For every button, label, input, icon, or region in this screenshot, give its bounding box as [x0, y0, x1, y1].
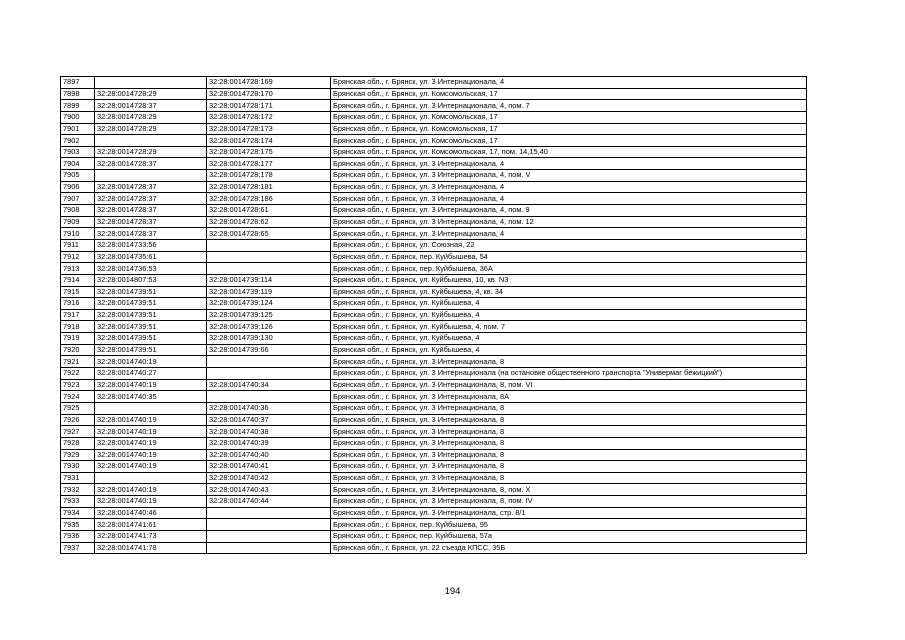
- table-row: [61, 100, 807, 112]
- address-cell: Брянская обл., г. Брянск, ул. 3 Интернационала, 8: [331, 437, 807, 449]
- row-number-cell: 7925: [61, 402, 95, 414]
- parent-cadastral-number-cell: 32:28:0014728:37: [95, 193, 207, 205]
- table-row: [61, 368, 807, 380]
- row-number-cell: 7905: [61, 170, 95, 182]
- parent-cadastral-number-cell: 32:28:0014739:51: [95, 309, 207, 321]
- cadastral-number-cell: 32:28:0014728:169: [207, 77, 331, 89]
- cadastral-number-cell: 32:28:0014740:44: [207, 496, 331, 508]
- cadastral-number-cell: 32:28:0014728:61: [207, 205, 331, 217]
- cadastral-number-cell: 32:28:0014739:66: [207, 344, 331, 356]
- parent-cadastral-number-cell: 32:28:0014739:51: [95, 286, 207, 298]
- address-cell: Брянская обл., г. Брянск, ул. 3 Интернационала, стр. 8/1: [331, 507, 807, 519]
- row-number-cell: 7921: [61, 356, 95, 368]
- parent-cadastral-number-cell: 32:28:0014740:19: [95, 461, 207, 473]
- table-row: [61, 181, 807, 193]
- table-row: [61, 146, 807, 158]
- cadastral-number-cell: [207, 239, 331, 251]
- table-row: [61, 472, 807, 484]
- row-number-cell: 7902: [61, 135, 95, 147]
- table-row: [61, 263, 807, 275]
- row-number-cell: 7932: [61, 484, 95, 496]
- table-row: [61, 193, 807, 205]
- address-cell: Брянская обл., г. Брянск, ул. 3 Интернационала, 8: [331, 402, 807, 414]
- cadastral-number-cell: 32:28:0014740:38: [207, 426, 331, 438]
- address-cell: Брянская обл., г. Брянск, ул. Комсомольская, 17: [331, 123, 807, 135]
- address-cell: Брянская обл., г. Брянск, ул. 3 Интернационала, 4: [331, 181, 807, 193]
- address-cell: Брянская обл., г. Брянск, ул. 3 Интернационала, 4: [331, 193, 807, 205]
- parent-cadastral-number-cell: 32:28:0014736:53: [95, 263, 207, 275]
- address-cell: Брянская обл., г. Брянск, ул. Куйбышева, 4, пом. 7: [331, 321, 807, 333]
- cadastral-number-cell: 32:28:0014739:114: [207, 274, 331, 286]
- cadastral-number-cell: 32:28:0014740:37: [207, 414, 331, 426]
- cadastral-number-cell: 32:28:0014728:174: [207, 135, 331, 147]
- cadastral-number-cell: 32:28:0014728:175: [207, 146, 331, 158]
- address-cell: Брянская обл., г. Брянск, ул. Куйбышева, 10, кв. N3: [331, 274, 807, 286]
- address-cell: Брянская обл., г. Брянск, ул. 3 Интернационала, 4: [331, 228, 807, 240]
- parent-cadastral-number-cell: 32:28:0014740:46: [95, 507, 207, 519]
- address-cell: Брянская обл., г. Брянск, ул. 3 Интернационала, 4, пом. 7: [331, 100, 807, 112]
- parent-cadastral-number-cell: [95, 472, 207, 484]
- table-row: [61, 519, 807, 531]
- address-cell: Брянская обл., г. Брянск, ул. Куйбышева, 4: [331, 298, 807, 310]
- row-number-cell: 7923: [61, 379, 95, 391]
- address-cell: Брянская обл., г. Брянск, ул. 3 Интернационала, 4, пом. 12: [331, 216, 807, 228]
- parent-cadastral-number-cell: 32:28:0014740:19: [95, 484, 207, 496]
- row-number-cell: 7920: [61, 344, 95, 356]
- row-number-cell: 7919: [61, 333, 95, 345]
- row-number-cell: 7929: [61, 449, 95, 461]
- parent-cadastral-number-cell: 32:28:0014740:27: [95, 368, 207, 380]
- address-cell: Брянская обл., г. Брянск, ул. 3 Интернационала, 4: [331, 158, 807, 170]
- parent-cadastral-number-cell: 32:28:0014740:19: [95, 449, 207, 461]
- table-row: [61, 496, 807, 508]
- table-row: [61, 135, 807, 147]
- row-number-cell: 7922: [61, 368, 95, 380]
- parent-cadastral-number-cell: 32:28:0014740:19: [95, 426, 207, 438]
- parent-cadastral-number-cell: 32:28:0014728:37: [95, 181, 207, 193]
- cadastral-number-cell: 32:28:0014740:34: [207, 379, 331, 391]
- table-row: [61, 123, 807, 135]
- table-row: [61, 111, 807, 123]
- address-cell: Брянская обл., г. Брянск, пер. Куйбышева, 95: [331, 519, 807, 531]
- cadastral-number-cell: 32:28:0014740:36: [207, 402, 331, 414]
- cadastral-number-cell: 32:28:0014740:41: [207, 461, 331, 473]
- cadastral-number-cell: 32:28:0014739:126: [207, 321, 331, 333]
- row-number-cell: 7934: [61, 507, 95, 519]
- cadastral-number-cell: 32:28:0014728:170: [207, 88, 331, 100]
- row-number-cell: 7912: [61, 251, 95, 263]
- cadastral-number-cell: [207, 251, 331, 263]
- cadastral-number-cell: 32:28:0014728:178: [207, 170, 331, 182]
- address-cell: Брянская обл., г. Брянск, пер. Куйбышева, 54: [331, 251, 807, 263]
- row-number-cell: 7906: [61, 181, 95, 193]
- table-row: [61, 484, 807, 496]
- parent-cadastral-number-cell: 32:28:0014740:35: [95, 391, 207, 403]
- address-cell: Брянская обл., г. Брянск, ул. Куйбышева, 4: [331, 333, 807, 345]
- address-cell: Брянская обл., г. Брянск, ул. Куйбышева, 4: [331, 309, 807, 321]
- address-cell: Брянская обл., г. Брянск, ул. 22 съезда КПСС, 35Б: [331, 542, 807, 554]
- row-number-cell: 7933: [61, 496, 95, 508]
- cadastral-number-cell: [207, 391, 331, 403]
- address-cell: Брянская обл., г. Брянск, ул. 3 Интернационала, 8: [331, 472, 807, 484]
- parent-cadastral-number-cell: [95, 402, 207, 414]
- row-number-cell: 7916: [61, 298, 95, 310]
- row-number-cell: 7904: [61, 158, 95, 170]
- address-cell: Брянская обл., г. Брянск, ул. 3 Интернационала, 4: [331, 77, 807, 89]
- row-number-cell: 7900: [61, 111, 95, 123]
- cadastral-number-cell: 32:28:0014728:172: [207, 111, 331, 123]
- cadastral-number-cell: 32:28:0014728:186: [207, 193, 331, 205]
- table-row: [61, 170, 807, 182]
- cadastral-number-cell: 32:28:0014728:62: [207, 216, 331, 228]
- row-number-cell: 7903: [61, 146, 95, 158]
- address-cell: Брянская обл., г. Брянск, ул. 3 Интернационала, 8, пом. X: [331, 484, 807, 496]
- row-number-cell: 7909: [61, 216, 95, 228]
- table-row: [61, 356, 807, 368]
- cadastral-number-cell: 32:28:0014728:177: [207, 158, 331, 170]
- row-number-cell: 7914: [61, 274, 95, 286]
- table-row: [61, 298, 807, 310]
- table-row: [61, 449, 807, 461]
- parent-cadastral-number-cell: 32:28:0014740:19: [95, 379, 207, 391]
- row-number-cell: 7898: [61, 88, 95, 100]
- cadastral-number-cell: 32:28:0014740:39: [207, 437, 331, 449]
- address-cell: Брянская обл., г. Брянск, ул. Куйбышева, 4, кв. 34: [331, 286, 807, 298]
- row-number-cell: 7907: [61, 193, 95, 205]
- parent-cadastral-number-cell: 32:28:0014728:29: [95, 88, 207, 100]
- parent-cadastral-number-cell: 32:28:0014807:53: [95, 274, 207, 286]
- row-number-cell: 7915: [61, 286, 95, 298]
- address-cell: Брянская обл., г. Брянск, ул. Комсомольская, 17: [331, 135, 807, 147]
- address-cell: Брянская обл., г. Брянск, ул. 3 Интернационала, 8, пом. VI: [331, 379, 807, 391]
- cadastral-number-cell: 32:28:0014740:42: [207, 472, 331, 484]
- row-number-cell: 7926: [61, 414, 95, 426]
- row-number-cell: 7910: [61, 228, 95, 240]
- cadastral-number-cell: [207, 356, 331, 368]
- parent-cadastral-number-cell: 32:28:0014740:19: [95, 356, 207, 368]
- parent-cadastral-number-cell: 32:28:0014728:29: [95, 146, 207, 158]
- parent-cadastral-number-cell: 32:28:0014728:37: [95, 216, 207, 228]
- document-page: [60, 76, 806, 554]
- table-row: [61, 414, 807, 426]
- cadastral-number-cell: [207, 507, 331, 519]
- cadastral-number-cell: 32:28:0014739:130: [207, 333, 331, 345]
- row-number-cell: 7901: [61, 123, 95, 135]
- row-number-cell: 7936: [61, 530, 95, 542]
- address-cell: Брянская обл., г. Брянск, ул. 3 Интернационала, 4, пом. 9: [331, 205, 807, 217]
- table-row: [61, 88, 807, 100]
- parent-cadastral-number-cell: 32:28:0014728:29: [95, 123, 207, 135]
- parent-cadastral-number-cell: 32:28:0014728:29: [95, 111, 207, 123]
- row-number-cell: 7913: [61, 263, 95, 275]
- parent-cadastral-number-cell: 32:28:0014740:19: [95, 496, 207, 508]
- parent-cadastral-number-cell: [95, 170, 207, 182]
- address-cell: Брянская обл., г. Брянск, пер. Куйбышева, 36А: [331, 263, 807, 275]
- row-number-cell: 7935: [61, 519, 95, 531]
- address-cell: Брянская обл., г. Брянск, ул. 3 Интернационала, 8: [331, 426, 807, 438]
- parent-cadastral-number-cell: 32:28:0014728:37: [95, 228, 207, 240]
- cadastral-number-cell: 32:28:0014728:181: [207, 181, 331, 193]
- table-row: [61, 77, 807, 89]
- address-cell: Брянская обл., г. Брянск, ул. 3 Интернационала, 8А: [331, 391, 807, 403]
- parent-cadastral-number-cell: 32:28:0014739:51: [95, 333, 207, 345]
- table-row: [61, 251, 807, 263]
- table-row: [61, 391, 807, 403]
- row-number-cell: 7931: [61, 472, 95, 484]
- parent-cadastral-number-cell: [95, 135, 207, 147]
- table-row: [61, 507, 807, 519]
- table-row: [61, 333, 807, 345]
- cadastral-number-cell: [207, 542, 331, 554]
- table-row: [61, 437, 807, 449]
- table-row: [61, 286, 807, 298]
- address-cell: Брянская обл., г. Брянск, ул. Куйбышева, 4: [331, 344, 807, 356]
- table-row: [61, 274, 807, 286]
- parent-cadastral-number-cell: 32:28:0014741:78: [95, 542, 207, 554]
- address-cell: Брянская обл., г. Брянск, пер. Куйбышева, 57а: [331, 530, 807, 542]
- cadastral-number-cell: 32:28:0014728:65: [207, 228, 331, 240]
- cadastral-number-cell: [207, 530, 331, 542]
- parent-cadastral-number-cell: 32:28:0014728:37: [95, 158, 207, 170]
- row-number-cell: 7927: [61, 426, 95, 438]
- table-row: [61, 216, 807, 228]
- parent-cadastral-number-cell: 32:28:0014740:19: [95, 414, 207, 426]
- row-number-cell: 7928: [61, 437, 95, 449]
- table-row: [61, 228, 807, 240]
- parent-cadastral-number-cell: 32:28:0014735:61: [95, 251, 207, 263]
- table-row: [61, 542, 807, 554]
- cadastral-number-cell: [207, 368, 331, 380]
- row-number-cell: 7918: [61, 321, 95, 333]
- address-cell: Брянская обл., г. Брянск, ул. 3 Интернационала, 4, пом. V: [331, 170, 807, 182]
- parent-cadastral-number-cell: 32:28:0014728:37: [95, 205, 207, 217]
- table-row: [61, 530, 807, 542]
- table-row: [61, 239, 807, 251]
- address-cell: Брянская обл., г. Брянск, ул. 3 Интернационала (на остановке общественного транспорта "Универмаг бежицкий"): [331, 368, 807, 380]
- row-number-cell: 7937: [61, 542, 95, 554]
- page-number: 194: [444, 586, 461, 597]
- table-row: [61, 158, 807, 170]
- address-cell: Брянская обл., г. Брянск, ул. 3 Интернационала, 8: [331, 356, 807, 368]
- cadastral-number-cell: 32:28:0014740:43: [207, 484, 331, 496]
- address-cell: Брянская обл., г. Брянск, ул. 3 Интернационала, 8: [331, 461, 807, 473]
- table-row: [61, 309, 807, 321]
- table-row: [61, 344, 807, 356]
- cadastral-number-cell: [207, 519, 331, 531]
- parent-cadastral-number-cell: 32:28:0014740:19: [95, 437, 207, 449]
- address-cell: Брянская обл., г. Брянск, ул. Комсомольская, 17: [331, 88, 807, 100]
- parent-cadastral-number-cell: 32:28:0014741:61: [95, 519, 207, 531]
- row-number-cell: 7897: [61, 77, 95, 89]
- parent-cadastral-number-cell: 32:28:0014739:51: [95, 298, 207, 310]
- row-number-cell: 7911: [61, 239, 95, 251]
- table-row: [61, 321, 807, 333]
- cadastral-registry-table: [60, 76, 807, 554]
- address-cell: Брянская обл., г. Брянск, ул. Союзная, 22: [331, 239, 807, 251]
- table-row: [61, 402, 807, 414]
- row-number-cell: 7908: [61, 205, 95, 217]
- parent-cadastral-number-cell: 32:28:0014739:51: [95, 344, 207, 356]
- table-row: [61, 379, 807, 391]
- cadastral-number-cell: 32:28:0014739:119: [207, 286, 331, 298]
- cadastral-number-cell: 32:28:0014739:124: [207, 298, 331, 310]
- cadastral-number-cell: [207, 263, 331, 275]
- cadastral-number-cell: 32:28:0014739:125: [207, 309, 331, 321]
- table-row: [61, 461, 807, 473]
- parent-cadastral-number-cell: 32:28:0014728:37: [95, 100, 207, 112]
- parent-cadastral-number-cell: [95, 77, 207, 89]
- address-cell: Брянская обл., г. Брянск, ул. 3 Интернационала, 8, пом. IV: [331, 496, 807, 508]
- cadastral-number-cell: 32:28:0014728:173: [207, 123, 331, 135]
- row-number-cell: 7924: [61, 391, 95, 403]
- row-number-cell: 7899: [61, 100, 95, 112]
- address-cell: Брянская обл., г. Брянск, ул. 3 Интернационала, 8: [331, 414, 807, 426]
- row-number-cell: 7917: [61, 309, 95, 321]
- address-cell: Брянская обл., г. Брянск, ул. Комсомольская, 17, пом. 14,15,40: [331, 146, 807, 158]
- row-number-cell: 7930: [61, 461, 95, 473]
- parent-cadastral-number-cell: 32:28:0014741:73: [95, 530, 207, 542]
- table-body: [61, 77, 807, 554]
- cadastral-number-cell: 32:28:0014728:171: [207, 100, 331, 112]
- table-row: [61, 426, 807, 438]
- parent-cadastral-number-cell: 32:28:0014733:56: [95, 239, 207, 251]
- parent-cadastral-number-cell: 32:28:0014739:51: [95, 321, 207, 333]
- cadastral-number-cell: 32:28:0014740:40: [207, 449, 331, 461]
- address-cell: Брянская обл., г. Брянск, ул. Комсомольская, 17: [331, 111, 807, 123]
- table-row: [61, 205, 807, 217]
- address-cell: Брянская обл., г. Брянск, ул. 3 Интернационала, 8: [331, 449, 807, 461]
